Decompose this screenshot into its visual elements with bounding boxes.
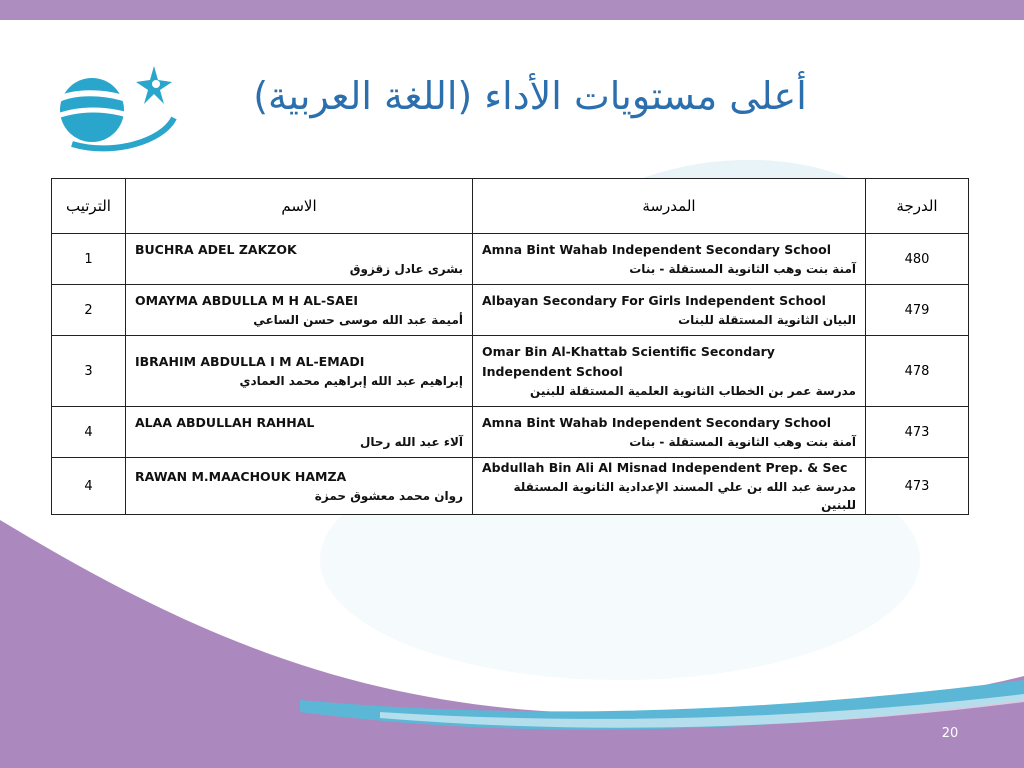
header-school: المدرسة <box>473 179 866 234</box>
rank-cell: 4 <box>52 458 126 515</box>
name-arabic: روان محمد معشوق حمزة <box>314 489 463 503</box>
score-cell: 478 <box>866 336 969 407</box>
school-cell <box>473 407 866 458</box>
name-arabic: إبراهيم عبد الله إبراهيم محمد العمادي <box>239 374 463 388</box>
rank-cell: 2 <box>52 285 126 336</box>
name-arabic: بشرى عادل زقزوق <box>349 262 463 276</box>
slide-title: أعلى مستويات الأداء (اللغة العربية) <box>253 74 807 118</box>
results-table <box>51 178 969 515</box>
name-cell <box>126 458 473 515</box>
name-arabic: آلاء عبد الله رحال <box>359 435 463 449</box>
rank-cell: 1 <box>52 234 126 285</box>
name-arabic: أميمة عبد الله موسى حسن الساعي <box>253 313 463 327</box>
score-cell: 479 <box>866 285 969 336</box>
logo-icon <box>42 58 182 158</box>
school-arabic: مدرسة عبد الله بن علي المسند الإعدادية الثانوية المستقلة للبنين <box>513 480 856 512</box>
table-row <box>52 458 969 515</box>
school-arabic: آمنة بنت وهب الثانوية المستقلة - بنات <box>629 435 856 449</box>
header-score: الدرجة <box>866 179 969 234</box>
school-english: Abdullah Bin Ali Al Misnad Independent Prep. & Sec <box>482 460 848 475</box>
name-english: ALAA ABDULLAH RAHHAL <box>135 415 315 430</box>
rank-cell: 3 <box>52 336 126 407</box>
name-english: RAWAN M.MAACHOUK HAMZA <box>135 469 347 484</box>
school-english: Albayan Secondary For Girls Independent School <box>482 293 826 308</box>
table-header-row <box>52 179 969 234</box>
header-name: الاسم <box>126 179 473 234</box>
school-english: Amna Bint Wahab Independent Secondary School <box>482 415 831 430</box>
school-cell <box>473 458 866 515</box>
score-cell: 473 <box>866 458 969 515</box>
score-cell: 480 <box>866 234 969 285</box>
school-cell <box>473 234 866 285</box>
name-cell <box>126 285 473 336</box>
school-arabic: آمنة بنت وهب الثانوية المستقلة - بنات <box>629 262 856 276</box>
school-english: Omar Bin Al-Khattab Scientific Secondary Independent School <box>482 344 775 379</box>
name-english: BUCHRA ADEL ZAKZOK <box>135 242 297 257</box>
header-rank: الترتيب <box>52 179 126 234</box>
school-cell <box>473 285 866 336</box>
table-row <box>52 336 969 407</box>
table-row <box>52 285 969 336</box>
page-number: 20 <box>941 726 959 741</box>
name-english: IBRAHIM ABDULLA I M AL-EMADI <box>135 354 365 369</box>
table-row <box>52 234 969 285</box>
rank-cell: 4 <box>52 407 126 458</box>
school-english: Amna Bint Wahab Independent Secondary School <box>482 242 831 257</box>
table-row <box>52 407 969 458</box>
school-cell <box>473 336 866 407</box>
name-cell <box>126 407 473 458</box>
name-cell <box>126 234 473 285</box>
name-cell <box>126 336 473 407</box>
school-arabic: مدرسة عمر بن الخطاب الثانوية العلمية المستقلة للبنين <box>530 384 856 398</box>
school-arabic: البيان الثانوية المستقلة للبنات <box>678 313 856 327</box>
name-english: OMAYMA ABDULLA M H AL-SAEI <box>135 293 359 308</box>
score-cell: 473 <box>866 407 969 458</box>
